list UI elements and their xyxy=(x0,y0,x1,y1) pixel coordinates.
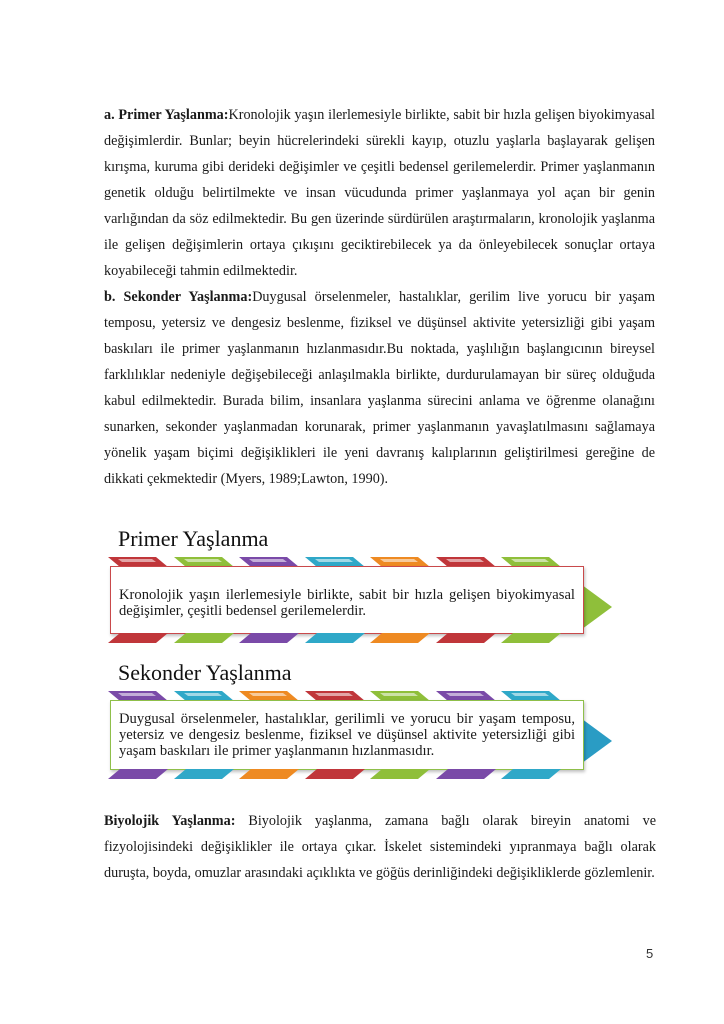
paragraph-heading: b. Sekonder Yaşlanma: xyxy=(104,289,253,305)
paragraph-heading: Biyolojik Yaşlanma: xyxy=(104,813,236,829)
chevron-segment xyxy=(501,769,559,779)
chevron-segment xyxy=(370,769,428,779)
paragraph-primer-yaslanma xyxy=(104,102,655,284)
chevron-segment xyxy=(370,633,428,643)
chevron-segment xyxy=(174,633,232,643)
paragraph-biyolojik-yaslanma xyxy=(104,808,656,886)
paragraph-sekonder-yaslanma xyxy=(104,284,655,492)
chevron-segment xyxy=(436,769,494,779)
chevron-segment xyxy=(239,769,297,779)
diagram-text-box: Duygusal örselenmeler, hastalıklar, gerilimli ve yorucu bir yaşam temposu, yetersiz ve dengesiz beslenme, fiziksel ve düşünsel aktivite yetersizliği gibi yaşam baskıları ile primer yaşlanmanın hızlanmasıdır. xyxy=(110,700,584,770)
diagram-text-box: Kronolojik yaşın ilerlemesiyle birlikte, sabit bir hızla gelişen biyokimyasal değişimler, çeşitli bedensel gerilemelerdir. xyxy=(110,566,584,634)
paragraph-body: Biyolojik yaşlanma, zamana bağlı olarak bireyin anatomi ve fizyolojisindeki değişiklikler ile ortaya çıkar. İskelet sistemindeki yıpranmaya bağlı olarak duruşta, boyda, omuzlar arasındaki açıklıkta ve göğüs derinliğindeki değişikliklerde gözlemlenir. xyxy=(104,813,656,881)
chevron-row-bottom xyxy=(108,633,578,643)
paragraph-body: Duygusal örselenmeler, hastalıklar, gerilim live yorucu bir yaşam temposu, yetersiz ve dengesiz beslenme, fiziksel ve düşünsel aktivite yetersizliği gibi yaşam baskıları ile primer yaşlanmanın hızlanmasıdır.Bu noktada, yaşlılığın başlangıcının bireysel farklılıklar nedeniyle değişebileceği anlaşılmakla birlikte, durdurulamayan bir süreç olduğuda kabul edilmektedir. Burada bilim, insanlara yaşlanma sürecini anlama ve öğrenme olanağını sunarken, sekonder yaşlanmadan korunarak, primer yaşlanmanın yavaşlatılmasını sağlamaya yönelik yaşam biçimi değişiklikleri ile yeni davranış kalıplarının geliştirilmesi gereğine de dikkati çekmektedir (Myers, 1989;Lawton, 1990). xyxy=(104,289,655,487)
diagram-sekonder-yaslanma xyxy=(108,652,616,782)
diagram-primer-yaslanma xyxy=(108,520,616,650)
chevron-segment xyxy=(305,633,363,643)
chevron-row-bottom xyxy=(108,769,578,779)
page-number: 5 xyxy=(646,946,654,961)
chevron-segment xyxy=(108,769,166,779)
paragraph-body: Kronolojik yaşın ilerlemesiyle birlikte, sabit bir hızla gelişen biyokimyasal değişimlerdir. Bunlar; beyin hücrelerindeki sürekli kayıp, otuzlu yaşlarla başlayarak gelişen kırışma, kuruma gibi derideki değişimler ve çeşitli bedensel gerilemelerdir. Primer yaşlanmanın genetik olduğu belirtilmekte ve insan vücudunda primer yaşlanmaya yol açan bir genin varlığından da söz edilmektedir. Bu gen üzerinde sürdürülen araştırmaların, kronolojik yaşlanma ile gelişen değişimlerin ortaya çıkışını geciktirebilecek ya da önleyebilecek sonuçlar ortaya koyabileceği tahmin edilmektedir. xyxy=(104,107,655,279)
chevron-segment xyxy=(108,633,166,643)
paragraph-heading: a. Primer Yaşlanma: xyxy=(104,107,229,123)
chevron-segment xyxy=(174,769,232,779)
chevron-segment xyxy=(501,633,559,643)
diagram-title: Primer Yaşlanma xyxy=(118,526,269,551)
chevron-segment xyxy=(436,633,494,643)
chevron-segment xyxy=(305,769,363,779)
chevron-segment xyxy=(239,633,297,643)
diagram-title: Sekonder Yaşlanma xyxy=(118,660,292,685)
